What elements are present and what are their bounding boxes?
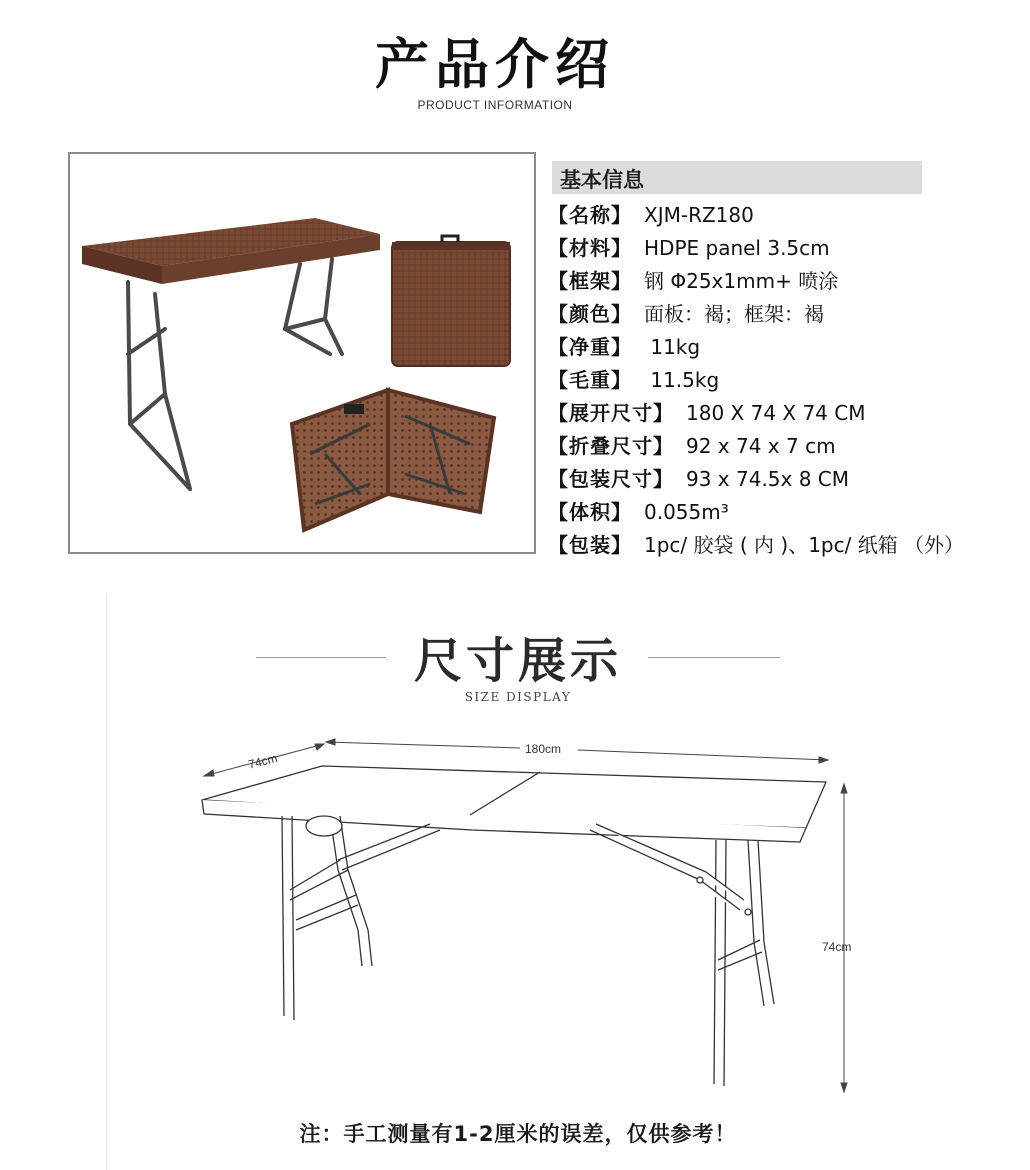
spec-value: 1pc/ 胶袋 ( 内 )、1pc/ 纸箱 （外）	[644, 533, 965, 557]
spec-value: 11kg	[644, 335, 701, 359]
spec-value: XJM-RZ180	[644, 203, 754, 227]
spec-key: 【框架】	[548, 269, 632, 293]
spec-row-net-weight	[548, 331, 700, 361]
spec-row-packing	[548, 529, 964, 559]
spec-value: 93 x 74.5x 8 CM	[686, 467, 850, 491]
spec-value: 180 X 74 X 74 CM	[686, 401, 866, 425]
spec-key: 【折叠尺寸】	[548, 434, 674, 458]
spec-row-color	[548, 298, 824, 328]
size-display-subtitle: SIZE DISPLAY	[464, 690, 572, 704]
spec-value: 钢 Φ25x1mm+ 喷涂	[644, 269, 839, 293]
page-title: 产品介绍	[375, 32, 615, 96]
spec-row-material	[548, 232, 830, 262]
spec-key: 【毛重】	[548, 368, 632, 392]
table-top	[82, 218, 380, 284]
dim-length-label: 180cm	[525, 742, 562, 756]
spec-row-package-size	[548, 463, 849, 493]
spec-value: 0.055m³	[644, 500, 729, 524]
size-display-title: 尺寸展示	[413, 633, 622, 689]
spec-value: 11.5kg	[644, 368, 720, 392]
spec-key: 【展开尺寸】	[548, 401, 674, 425]
dimension-drawing	[0, 720, 1030, 1100]
spec-heading: 基本信息	[560, 168, 644, 192]
spec-row-unfolded-size	[548, 397, 865, 427]
spec-key: 【包装】	[548, 533, 632, 557]
spec-key: 【包装尺寸】	[548, 467, 674, 491]
spec-key: 【材料】	[548, 236, 632, 260]
spec-key: 【体积】	[548, 500, 632, 524]
folded-table-underside	[292, 390, 494, 530]
spec-row-volume	[548, 496, 729, 526]
spec-row-gross-weight	[548, 364, 719, 394]
spec-value: HDPE panel 3.5cm	[644, 236, 830, 260]
spec-key: 【名称】	[548, 203, 632, 227]
page-subtitle: PRODUCT INFORMATION	[417, 98, 573, 112]
spec-heading-bar	[552, 161, 922, 194]
spec-value: 92 x 74 x 7 cm	[686, 434, 836, 458]
spec-row-frame	[548, 265, 838, 295]
dim-width-label: 74cm	[246, 750, 279, 772]
product-photo	[68, 152, 536, 554]
product-photo-drawing	[70, 154, 534, 552]
dim-height-label: 74cm	[822, 940, 852, 954]
spec-row-name	[548, 199, 754, 229]
spec-row-folded-size	[548, 430, 836, 460]
spec-key: 【净重】	[548, 335, 632, 359]
spec-key: 【颜色】	[548, 302, 632, 326]
folded-table	[392, 236, 510, 366]
measurement-note: 注：手工测量有1-2厘米的误差，仅供参考！	[299, 1122, 737, 1146]
table-outline	[202, 766, 826, 1086]
spec-value: 面板：褐；框架：褐	[644, 302, 824, 326]
